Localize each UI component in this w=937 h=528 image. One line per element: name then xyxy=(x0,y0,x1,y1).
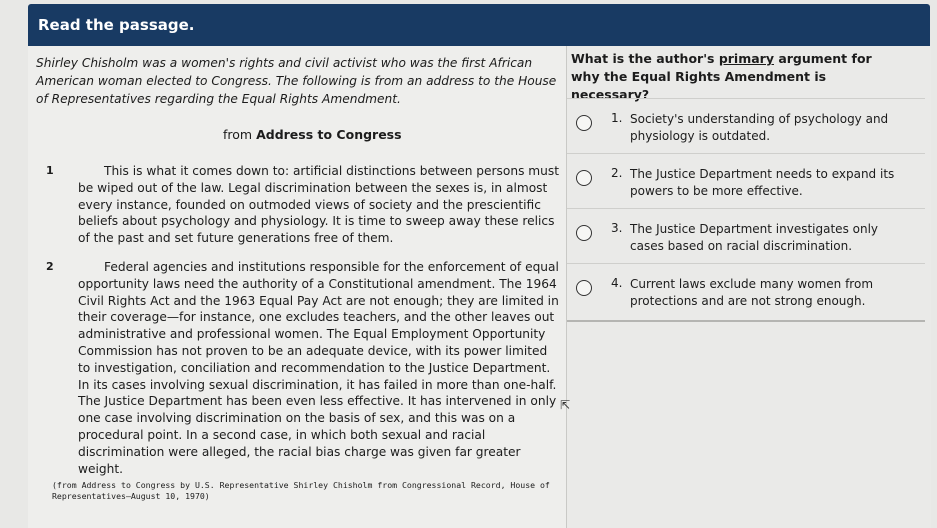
choice-number: 4. xyxy=(611,276,623,290)
source-title xyxy=(223,127,402,142)
question-panel xyxy=(566,46,931,528)
radio-icon[interactable] xyxy=(576,115,592,131)
choice-number: 1. xyxy=(611,111,623,125)
answer-choice-2[interactable] xyxy=(567,153,925,210)
header-bar xyxy=(28,4,930,46)
radio-icon[interactable] xyxy=(576,170,592,186)
paragraph-2 xyxy=(46,259,560,477)
emphasis-word: primary xyxy=(718,51,774,66)
choice-text: Current laws exclude many women from protections and are not strong enough. xyxy=(630,277,874,308)
choice-number: 2. xyxy=(611,166,623,180)
paragraph-1 xyxy=(46,163,560,247)
choice-text: The Justice Department needs to expand its powers to be more effective. xyxy=(630,167,895,198)
radio-icon[interactable] xyxy=(576,225,592,241)
choice-number: 3. xyxy=(611,221,623,235)
radio-icon[interactable] xyxy=(576,280,592,296)
paragraph-number: 1 xyxy=(46,164,54,177)
answer-choice-4[interactable] xyxy=(567,263,925,322)
source-title-text: Address to Congress xyxy=(256,127,402,142)
paragraph-text: This is what it comes down to: artificial distinctions between persons must be wiped out of the law. Legal discrimination between the sexes is, in almost every instance, founded on outmoded views of society and the prescientific beliefs about psychology and physiology. It is time to sweep away these relics of the past and set future generations free of them. xyxy=(78,164,560,246)
choice-text: The Justice Department investigates only cases based on racial discrimination. xyxy=(630,222,879,253)
passage-panel xyxy=(28,46,566,528)
source-prefix: from xyxy=(223,127,253,142)
question-text: What is the author's primary argument for why the Equal Rights Amendment is necessary? xyxy=(571,51,872,102)
answer-choice-3[interactable] xyxy=(567,208,925,265)
mouse-pointer-icon: ⇱ xyxy=(560,398,571,412)
passage-citation: (from Address to Congress by U.S. Representative Shirley Chisholm from Congressional Record, House of Representatives—August 10, 1970) xyxy=(52,480,550,501)
paragraph-number: 2 xyxy=(46,260,54,273)
instruction-title: Read the passage. xyxy=(38,16,195,34)
choice-text: Society's understanding of psychology and physiology is outdated. xyxy=(630,112,889,143)
answer-choice-1[interactable] xyxy=(567,98,925,155)
paragraph-text: Federal agencies and institutions responsible for the enforcement of equal opportunity laws need the authority of a Constitutional amendment. The 1964 Civil Rights Act and the 1963 Equal Pay Act are not enough; they are limited in their coverage—for instance, one excludes teachers, and the other leaves out administrative and professional women. The Equal Employment Opportunity Commission has not proven to be an adequate device, with its power limited to investigation, conciliation and recommendation to the Justice Department. In its cases involving sexual discrimination, it has failed in more than one-half. The Justice Department has been even less effective. It has intervened in only one case involving discrimination on the basis of sex, and this was on a procedural point. In a second case, in which both sexual and racial discrimination were alleged, the racial bias charge was given far greater weight. xyxy=(78,260,559,476)
passage-intro: Shirley Chisholm was a women's rights and civil activist who was the first African American woman elected to Congress. The following is from an address to the House of Representatives regarding the Equal Rights Amendment. xyxy=(36,56,557,106)
